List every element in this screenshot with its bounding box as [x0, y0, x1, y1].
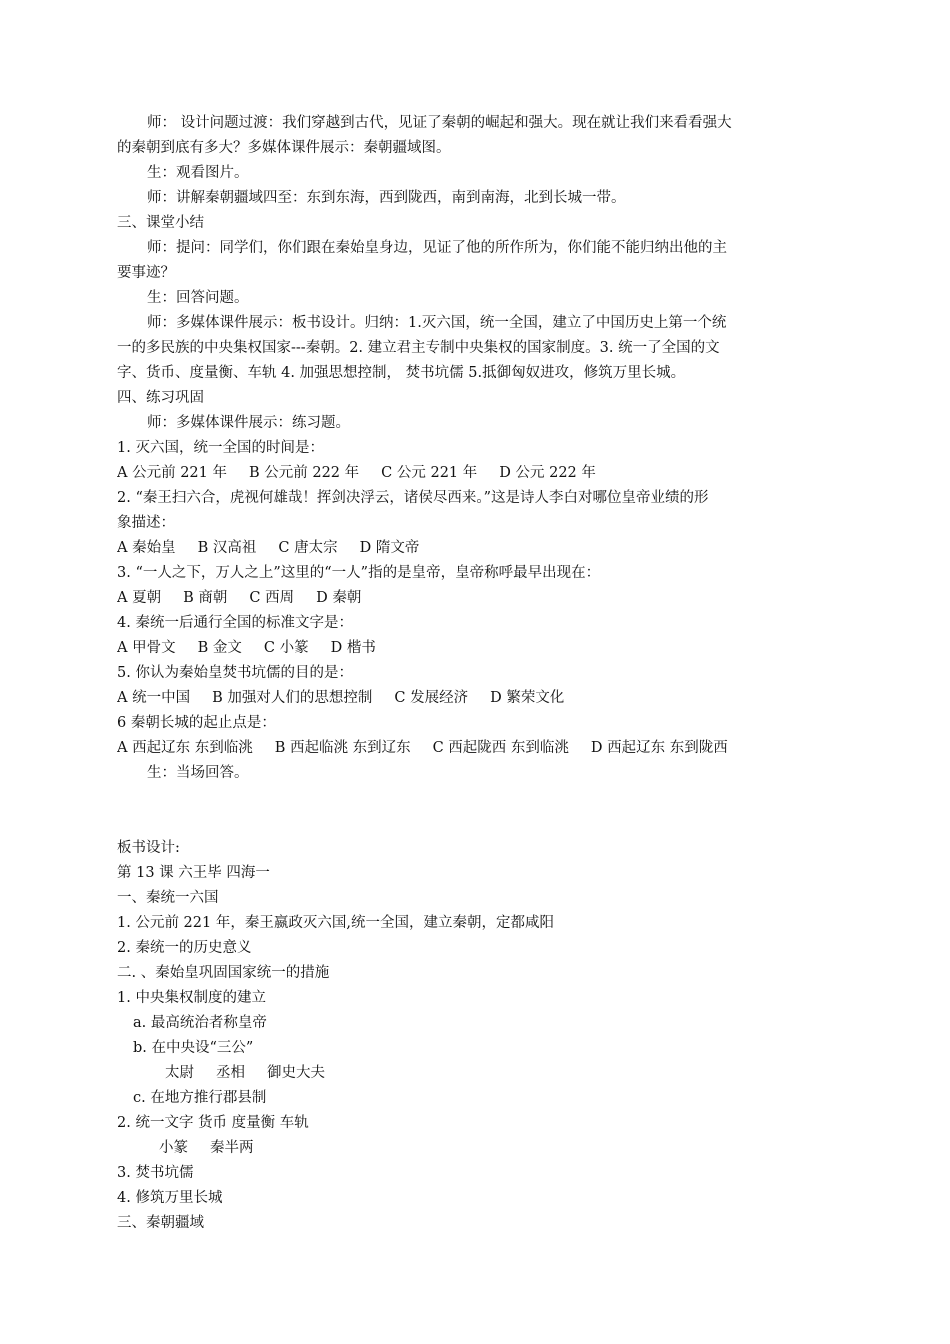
quiz-question-1: 1. 灭六国，统一全国的时间是： — [117, 440, 324, 456]
quiz-options-4 — [117, 636, 837, 661]
board-item-2-4: 4. 修筑万里长城 — [117, 1190, 223, 1206]
blank-gap — [117, 786, 837, 836]
quiz-option: B 汉高祖 — [197, 540, 257, 556]
quiz-option: B 商朝 — [183, 590, 228, 606]
quiz-option: A 西起辽东 东到临洮 — [117, 740, 253, 756]
quiz-option: C 公元 221 年 — [381, 465, 478, 481]
quiz-options-1 — [117, 461, 837, 486]
quiz-question-6: 6 秦朝长城的起止点是： — [117, 715, 276, 731]
quiz-option: A 夏朝 — [117, 590, 162, 606]
paragraph-student-on-spot: 生：当场回答。 — [147, 765, 249, 781]
quiz-option: B 西起临洮 东到辽东 — [274, 740, 411, 756]
page-content — [117, 111, 837, 1236]
board-minister: 丞相 — [216, 1065, 245, 1081]
paragraph-summary-line3: 字、货币、度量衡、车轨 4. 加强思想控制， 焚书坑儒 5.抵御匈奴进攻，修筑万里长城。 — [117, 365, 686, 381]
board-item-2-3: 3. 焚书坑儒 — [117, 1165, 194, 1181]
board-title: 板书设计: — [117, 840, 180, 856]
quiz-options-5 — [117, 686, 837, 711]
quiz-option: D 楷书 — [330, 640, 376, 656]
board-unified-item: 秦半两 — [210, 1140, 254, 1156]
quiz-options-6 — [117, 736, 837, 761]
board-minister: 御史大夫 — [267, 1065, 325, 1081]
quiz-option: D 秦朝 — [316, 590, 362, 606]
paragraph-summary-line2: 一的多民族的中央集权国家---秦朝。2. 建立君主专制中央集权的国家制度。3. 统一了全国的文 — [117, 340, 720, 356]
paragraph-transition-line2: 的秦朝到底有多大？多媒体课件展示：秦朝疆域图。 — [117, 140, 451, 156]
quiz-options-2 — [117, 536, 837, 561]
quiz-option: D 隋文帝 — [359, 540, 420, 556]
quiz-question-3: 3. “一人之下，万人之上”这里的“一人”指的是皇帝，皇帝称呼最早出现在： — [117, 565, 601, 581]
quiz-option: A 统一中国 — [117, 690, 191, 706]
board-three-ministers — [117, 1061, 837, 1086]
quiz-option: D 西起辽东 东到陇西 — [590, 740, 728, 756]
section-heading-summary: 三、课堂小结 — [117, 215, 204, 231]
board-heading-2: 二. 、秦始皇巩固国家统一的措施 — [117, 965, 330, 981]
quiz-option: B 加强对人们的思想控制 — [212, 690, 373, 706]
board-item-2-1a: a. 最高统治者称皇帝 — [133, 1015, 267, 1031]
board-heading-1: 一、秦统一六国 — [117, 890, 219, 906]
paragraph-question-line2: 要事迹？ — [117, 265, 175, 281]
board-item-1-2: 2. 秦统一的历史意义 — [117, 940, 252, 956]
quiz-option: A 秦始皇 — [117, 540, 176, 556]
quiz-question-2-line1: 2. “秦王扫六合，虎视何雄哉！挥剑决浮云，诸侯尽西来。”这是诗人李白对哪位皇帝业绩的形 — [117, 490, 709, 506]
quiz-question-5: 5. 你认为秦始皇焚书坑儒的目的是： — [117, 665, 353, 681]
quiz-option: C 唐太宗 — [278, 540, 338, 556]
quiz-option: C 西起陇西 东到临洮 — [432, 740, 569, 756]
quiz-question-2-line2: 象描述： — [117, 515, 175, 531]
board-item-2-1: 1. 中央集权制度的建立 — [117, 990, 266, 1006]
board-unified-items — [117, 1136, 837, 1161]
paragraph-question-line1: 师：提问：同学们，你们跟在秦始皇身边，见证了他的所作所为，你们能不能归纳出他的主 — [147, 240, 727, 256]
board-unified-item: 小篆 — [159, 1140, 188, 1156]
paragraph-student-observe: 生：观看图片。 — [147, 165, 249, 181]
quiz-option: A 公元前 221 年 — [117, 465, 227, 481]
paragraph-summary-line1: 师：多媒体课件展示：板书设计。归纳：1.灭六国，统一全国，建立了中国历史上第一个统 — [147, 315, 727, 331]
board-lesson-title: 第 13 课 六王毕 四海一 — [117, 865, 270, 881]
board-heading-3: 三、秦朝疆域 — [117, 1215, 204, 1231]
quiz-option: C 发展经济 — [394, 690, 469, 706]
board-item-1-1: 1. 公元前 221 年，秦王嬴政灭六国,统一全国，建立秦朝，定都咸阳 — [117, 915, 554, 931]
quiz-option: D 公元 222 年 — [499, 465, 596, 481]
board-item-2-1c: c. 在地方推行郡县制 — [133, 1090, 267, 1106]
quiz-option: D 繁荣文化 — [490, 690, 565, 706]
quiz-option: C 小篆 — [263, 640, 309, 656]
quiz-option: B 金文 — [197, 640, 242, 656]
paragraph-teacher-territory: 师：讲解秦朝疆域四至：东到东海，西到陇西，南到南海，北到长城一带。 — [147, 190, 626, 206]
board-item-2-2: 2. 统一文字 货币 度量衡 车轨 — [117, 1115, 309, 1131]
board-item-2-1b: b. 在中央设“三公” — [133, 1040, 254, 1056]
quiz-option: A 甲骨文 — [117, 640, 176, 656]
board-minister: 太尉 — [165, 1065, 194, 1081]
paragraph-student-answer: 生：回答问题。 — [147, 290, 249, 306]
quiz-option: B 公元前 222 年 — [248, 465, 360, 481]
section-heading-practice: 四、练习巩固 — [117, 390, 204, 406]
quiz-question-4: 4. 秦统一后通行全国的标准文字是： — [117, 615, 353, 631]
paragraph-practice-intro: 师：多媒体课件展示：练习题。 — [147, 415, 350, 431]
paragraph-transition-line1: 师： 设计问题过渡：我们穿越到古代，见证了秦朝的崛起和强大。现在就让我们来看看强大 — [147, 115, 732, 131]
quiz-options-3 — [117, 586, 837, 611]
quiz-option: C 西周 — [249, 590, 295, 606]
